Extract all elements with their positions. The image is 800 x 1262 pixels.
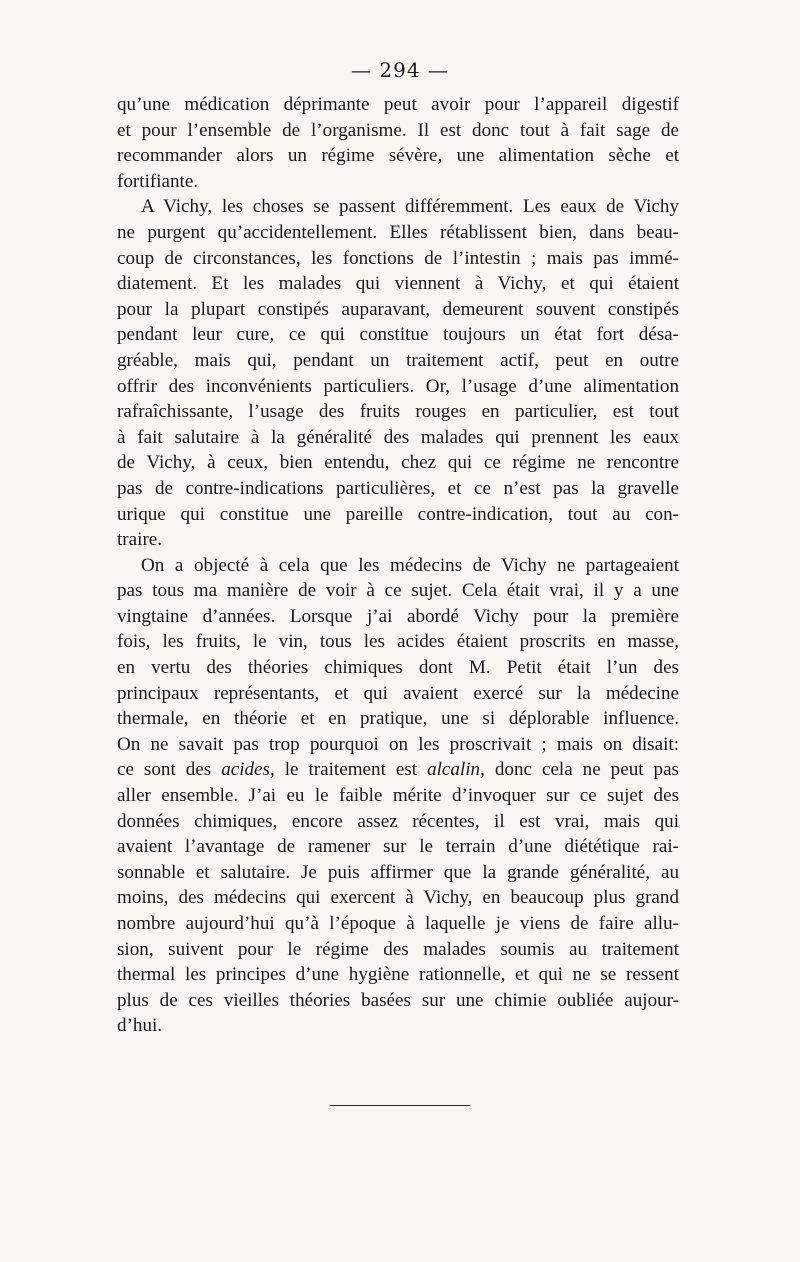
end-rule [330,1105,470,1106]
text-line: pas de contre-indications particulières, et ce n’est pas la gravelle [117,477,679,499]
text-line: ne purgent qu’accidentellement. Elles rétablissent bien, dans beau- [117,221,679,243]
italic-word: acides [221,759,270,781]
text-segment: , donc cela ne peut pas [480,759,679,781]
text-line: avaient l’avantage de ramener sur le terrain d’une diététique rai- [117,836,679,858]
text-line: moins, des médecins qui exercent à Vichy, en beaucoup plus grand [117,887,679,909]
page-number: — 294 — [351,58,449,82]
italic-word: alcalin [427,759,481,781]
text-line: aller ensemble. J’ai eu le faible mérite d’invoquer sur ce sujet des [117,785,679,807]
text-line: diatement. Et les malades qui viennent à Vichy, et qui étaient [117,273,679,295]
text-line: principaux représentants, et qui avaient exercé sur la médecine [117,682,679,704]
text-line: pour la plupart constipés auparavant, demeurent souvent constipés [117,298,679,320]
text-line: traire. [117,529,163,551]
body-text [117,92,679,1039]
text-line-italic [117,757,679,783]
text-line: données chimiques, encore assez récentes, il est vrai, mais qui [117,810,679,832]
text-line: fortifiante. [117,170,199,192]
text-line: thermale, en théorie et en pratique, une si déplorable influence. [117,708,679,730]
text-segment: , le traitement est [269,759,428,781]
text-line: recommander alors un régime sévère, une alimentation sèche et [117,145,679,167]
text-line: vingtaine d’années. Lorsque j’ai abordé Vichy pour la première [117,605,679,627]
text-line: d’hui. [117,1015,163,1037]
text-line: On ne savait pas trop pourquoi on les proscrivait ; mais on disait: [117,733,679,755]
text-line: thermal les principes d’une hygiène rationnelle, et qui ne se ressent [117,964,679,986]
text-line: à fait salutaire à la généralité des malades qui prennent les eaux [117,426,679,448]
text-line: en vertu des théories chimiques dont M. Petit était l’un des [117,657,679,679]
text-line: sion, suivent pour le régime des malades soumis au traitement [117,938,679,960]
text-line: pendant leur cure, ce qui constitue toujours un état fort désa- [117,324,679,346]
text-line: de Vichy, à ceux, bien entendu, chez qui ce régime ne rencontre [117,452,679,474]
text-line: rafraîchissante, l’usage des fruits rouges en particulier, est tout [117,401,679,423]
text-line: coup de circonstances, les fonctions de l’intestin ; mais pas immé- [117,247,679,269]
paragraph-start-line: A Vichy, les choses se passent différemment. Les eaux de Vichy [141,196,679,218]
text-line: offrir des inconvénients particuliers. Or, l’usage d’une alimentation [117,375,679,397]
text-line: fois, les fruits, le vin, tous les acides étaient proscrits en masse, [117,631,679,653]
text-line: qu’une médication déprimante peut avoir pour l’appareil digestif [117,94,679,115]
text-line: sonnable et salutaire. Je puis affirmer que la grande généralité, au [117,861,679,883]
text-line: urique qui constitue une pareille contre-indication, tout au con- [117,503,679,525]
paragraph-start-line: On a objecté à cela que les médecins de Vichy ne partageaient [141,554,679,576]
text-line: plus de ces vieilles théories basées sur une chimie oubliée aujour- [117,989,679,1011]
text-line: nombre aujourd’hui qu’à l’époque à laquelle je viens de faire allu- [117,913,679,934]
text-line: pas tous ma manière de voir à ce sujet. Cela était vrai, il y a une [117,580,679,602]
text-line: gréable, mais qui, pendant un traitement actif, peut en outre [117,349,679,371]
text-line: et pour l’ensemble de l’organisme. Il est donc tout à fait sage de [117,119,679,141]
text-segment: ce sont des [117,759,222,781]
